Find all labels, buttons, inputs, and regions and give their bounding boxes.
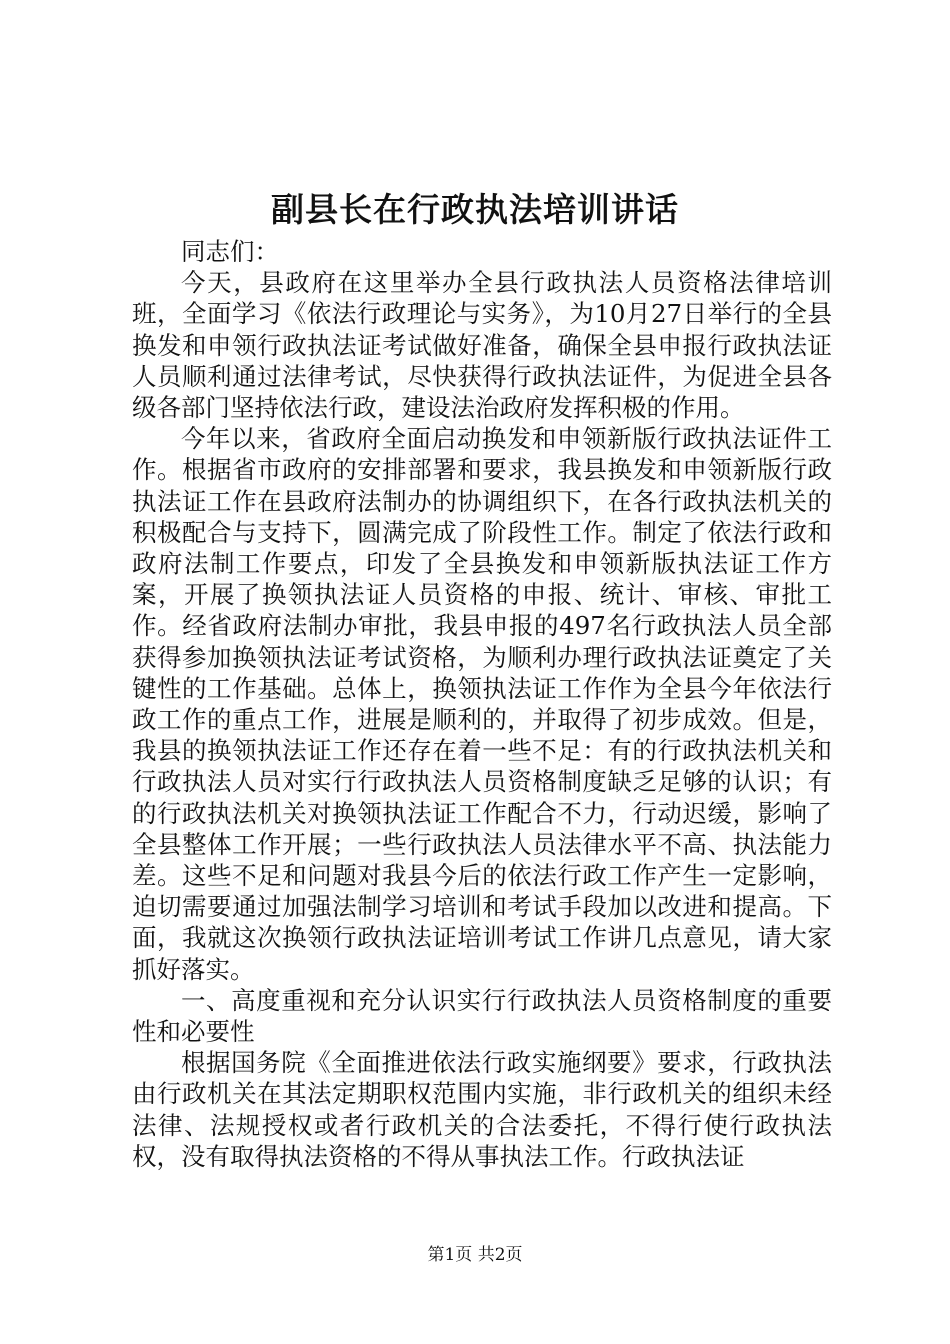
paragraph: 根据国务院《全面推进依法行政实施纲要》要求，行政执法由行政机关在其法定期职权范围内实施，非行政机关的组织未经法律、法规授权或者行政机关的合法委托，不得行使行政执法权，没有取得执法资格的不得从事执法工作。行政执法证: [132, 1048, 832, 1171]
document-title: 副县长在行政执法培训讲话: [271, 190, 679, 229]
paragraph: 今天，县政府在这里举办全县行政执法人员资格法律培训班，全面学习《依法行政理论与实务》，为10月27日举行的全县换发和申领行政执法证考试做好准备，确保全县申报行政执法证人员顺利通过法律考试，尽快获得行政执法证件，为促进全县各级各部门坚持依法行政，建设法治政府发挥积极的作用。: [132, 268, 832, 423]
salutation: 同志们：: [181, 237, 279, 266]
page-footer: 第1页 共2页: [427, 1245, 523, 1265]
paragraph: 今年以来，省政府全面启动换发和申领新版行政执法证件工作。根据省市政府的安排部署和要求，我县换发和申领新版行政执法证工作在县政府法制办的协调组织下，在各行政执法机关的积极配合与支持下，圆满完成了阶段性工作。制定了依法行政和政府法制工作要点，印发了全县换发和申领新版执法证工作方案，开展了换领执法证人员资格的申报、统计、审核、审批工作。经省政府法制办审批，我县申报的497名行政执法人员全部获得参加换领执法证考试资格，为顺利办理行政执法证奠定了关键性的工作基础。总体上，换领执法证工作作为全县今年依法行政工作的重点工作，进展是顺利的，并取得了初步成效。但是，我县的换领执法证工作还存在着一些不足：有的行政执法机关和行政执法人员对实行行政执法人员资格制度缺乏足够的认识；有的行政执法机关对换领执法证工作配合不力，行动迟缓，影响了全县整体工作开展；一些行政执法人员法律水平不高、执法能力差。这些不足和问题对我县今后的依法行政工作产生一定影响，迫切需要通过加强法制学习培训和考试手段加以改进和提高。下面，我就这次换领行政执法证培训考试工作讲几点意见，请大家抓好落实。: [132, 424, 832, 984]
document-body: [132, 236, 832, 1172]
section-heading: 一、高度重视和充分认识实行行政执法人员资格制度的重要性和必要性: [132, 985, 832, 1047]
